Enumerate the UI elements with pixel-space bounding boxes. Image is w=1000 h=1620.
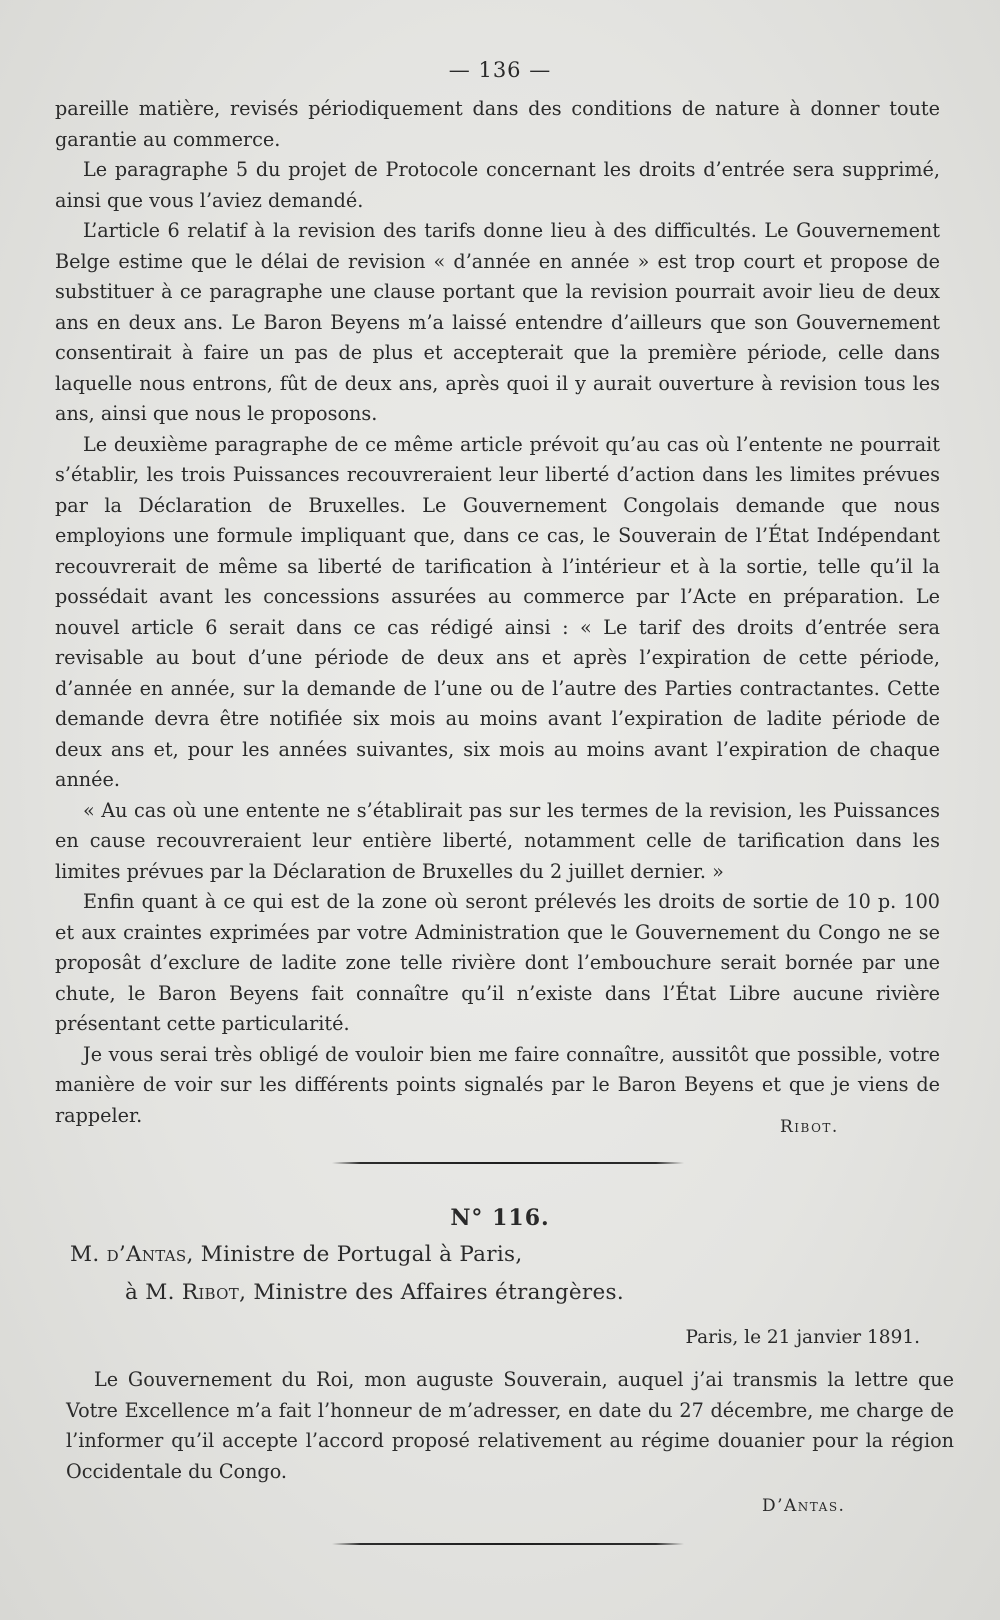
paragraph: L’article 6 relatif à la revision des tarifs donne lieu à des difficultés. Le Gouvernement Belge estime que le délai de revision « d’année en année » est trop court et propose de substituer à ce paragraphe une clause portant que la revision pourrait avoir lieu de deux ans en deux ans. Le Baron Beyens m’a laissé entendre d’ailleurs que son Gouvernement consentirait à faire un pas de plus et accepterait que la première période, celle dans laquelle nous entrons, fût de deux ans, après quoi il y aurait ouverture à revision tous les ans, ainsi que nous le proposons. <box>55 219 940 425</box>
recipient-title: , Ministre des Affaires étrangères. <box>239 1280 624 1305</box>
signature-ribot: Ribot. <box>780 1117 839 1137</box>
sender-prefix: M. <box>70 1242 107 1267</box>
document-number: N° 116. <box>450 1205 550 1231</box>
paragraph: Le paragraphe 5 du projet de Protocole concernant les droits d’entrée sera supprimé, ainsi que vous l’aviez demandé. <box>55 158 940 212</box>
paragraph: « Au cas où une entente ne s’établirait pas sur les termes de la revision, les Puissances en cause recouvreraient leur entière liberté, notamment celle de tarification dans les limites prévues par la Déclaration de Bruxelles du 2 juillet dernier. » <box>55 798 940 883</box>
paragraph: Enfin quant à ce qui est de la zone où seront prélevés les droits de sortie de 10 p. 100 et aux craintes exprimées par votre Administration que le Gouvernement du Congo ne se proposât d’exclure de ladite zone telle rivière dont l’embouchure serait bornée par une chute, le Baron Beyens fait connaître qu’il n’existe dans l’État Libre aucune rivière présentant cette particularité. <box>55 890 940 1035</box>
dateline: Paris, le 21 janvier 1891. <box>685 1327 920 1348</box>
recipient-prefix: à M. <box>125 1280 182 1305</box>
sender-line <box>70 1242 523 1267</box>
paragraph: pareille matière, revisés périodiquement dans des conditions de nature à donner toute garantie au commerce. <box>55 97 940 151</box>
section-divider <box>332 1162 684 1164</box>
recipient-name: Ribot <box>181 1280 240 1305</box>
paragraph: Je vous serai très obligé de vouloir bien me faire connaître, aussitôt que possible, votre manière de voir sur les différents points signalés par le Baron Beyens et que je viens de rappeler. <box>55 1042 940 1127</box>
letter-dantas-body <box>66 1365 954 1487</box>
page-number: — 136 — <box>448 58 552 82</box>
signature-dantas: D’Antas. <box>762 1496 846 1516</box>
section-divider <box>332 1543 684 1545</box>
paragraph: Le deuxième paragraphe de ce même article prévoit qu’au cas où l’entente ne pourrait s’établir, les trois Puissances recouvreraient leur liberté d’action dans les limites prévues par la Déclaration de Bruxelles. Le Gouvernement Congolais demande que nous employions une formule impliquant que, dans ce cas, le Souverain de l’État Indépendant recouvrerait de même sa liberté de tarification à l’intérieur et à la sortie, telle qu’il la possédait avant les concessions assurées au commerce par l’Acte en préparation. Le nouvel article 6 serait dans ce cas rédigé ainsi : « Le tarif des droits d’entrée sera revisable au bout d’une période de deux ans et après l’expiration de cette période, d’année en année, sur la demande de l’une ou de l’autre des Parties contractantes. Cette demande devra être notifiée six mois au moins avant l’expiration de ladite période de deux ans et, pour les années suivantes, six mois au moins avant l’expiration de chaque année. <box>55 432 940 791</box>
recipient-line <box>125 1280 624 1305</box>
letter-ribot-body <box>55 94 940 1131</box>
paragraph: Le Gouvernement du Roi, mon auguste Souverain, auquel j’ai transmis la lettre que Votre Excellence m’a fait l’honneur de m’adresser, en date du 27 décembre, me charge de l’informer qu’il accepte l’accord proposé relativement au régime douanier pour la région Occidentale du Congo. <box>66 1368 954 1483</box>
sender-title: , Ministre de Portugal à Paris, <box>186 1242 523 1267</box>
sender-name: d’Antas <box>106 1242 187 1267</box>
